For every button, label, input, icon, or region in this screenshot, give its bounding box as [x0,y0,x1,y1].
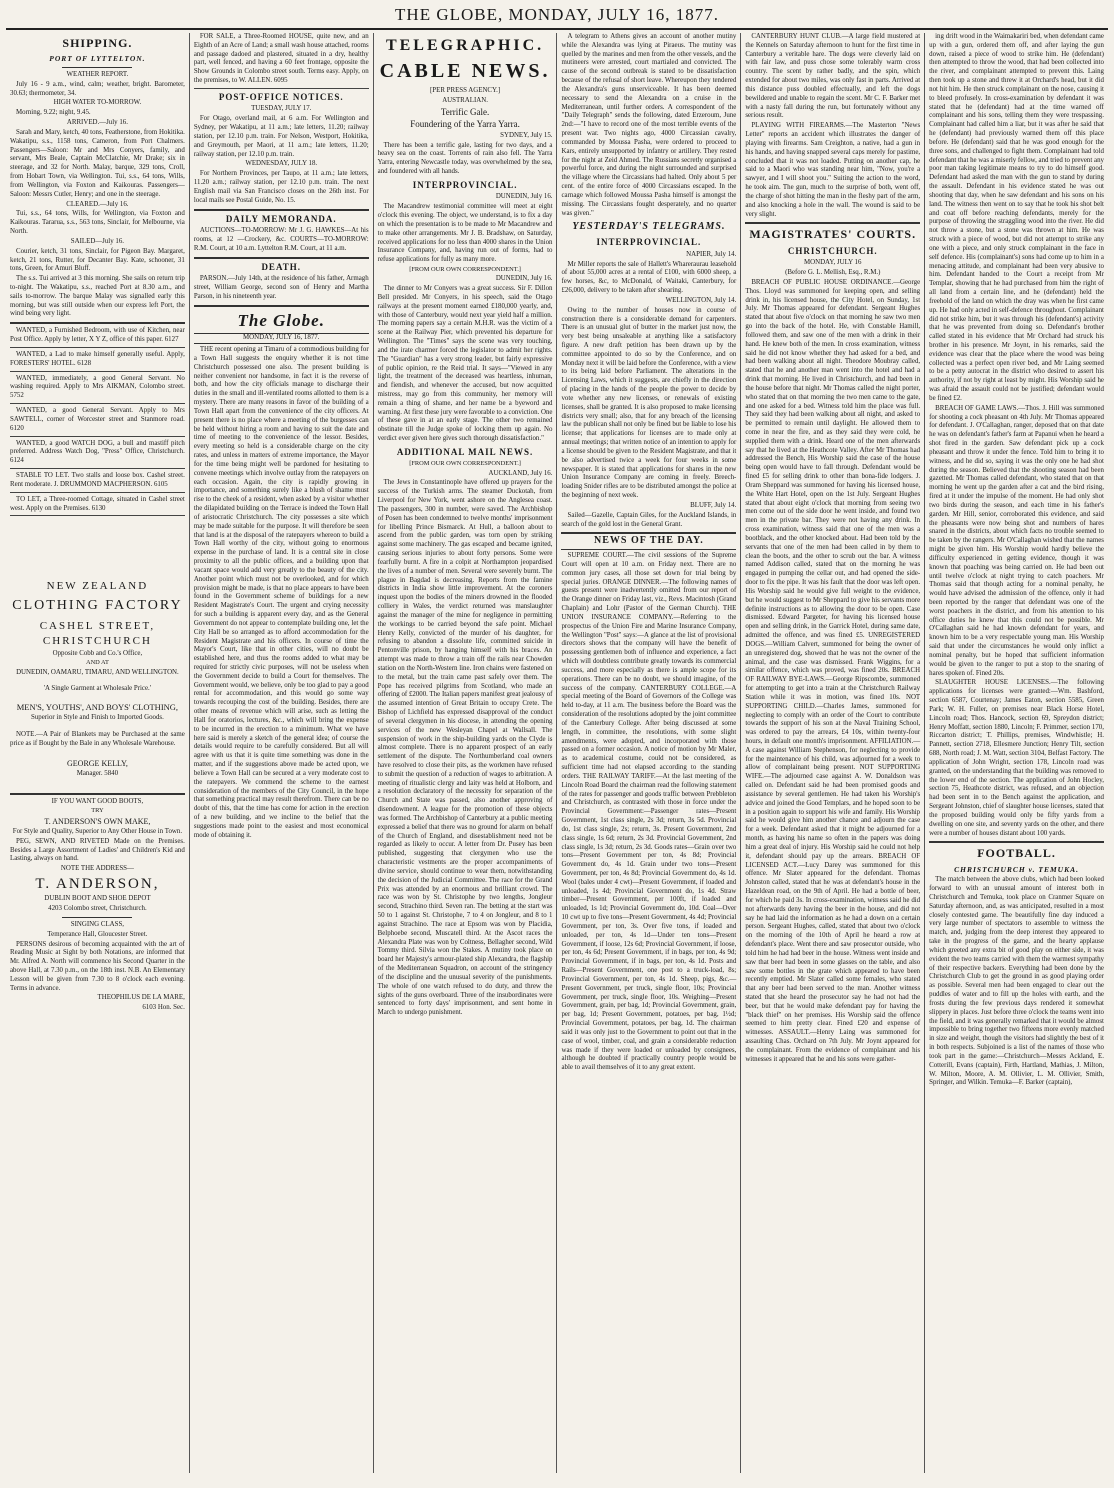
death-text: PARSON.—July 14th, at the residence of his father, Armagh street, William George, second son of Henry and Martha Parson, in his nineteenth year. [193,275,369,300]
court-before: (Before G. L. Mellish, Esq., R.M.) [785,269,881,277]
clothing-towns: DUNEDIN, OAMARU, TIMARU, AND WELLINGTON. [16,668,179,676]
slaughter-text: SLAUGHTER HOUSE LICENSES.—The following applications for licenses were granted:—Wm. Bashford, section 6587, Courtenay; James Eaton, section 5585, Green Park; W. H. Fuller, on premises near Black Horse Hotel, Lincoln road; Thos. Hancock, section 69, Spreydon district; Henry Moffatt, section 1880, Lincoln; F. Primmer, section 170, Riccarton district; T. Phillips, premises, Windwhistle; H. Pannett, section 2718, Ellesmere Junction; Henry Tilt, section 688, North road; J. M. Watt, section 3104, Belfast Factory. The application of John Wright, section 178, Lincoln road was granted, on the understanding that the building was removed to the lower end of the section. The application of John Hocley, section 75, Heathcote district, was refused, and an objection had been sent in to the Bench against the application, and Sergeant Johnston, chief of slaughter house licenses, stated that the proposed building would only be fifty yards from a dwelling on one site, and seventy yards on the other, and there were a number of houses distant about 100 yards. [929,679,1104,837]
shipping-heading: SHIPPING. [62,36,133,50]
singing-secretary: THEOPHILUS DE LA MARE, [97,994,185,1002]
assault-continued: ing drift wood in the Waimakariri bed, when defendant came up with a gun, ordered them off, and after laying the gun down, raised a piece of wood to strike him. He (defendant) then attempted to throw the wood, that had been collected into the river, and complainant attempted to prevent this. Laing then took up a stone and threw it at Orchard's head, but it did not hit him. He then struck complainant on the nose, causing it to bleed profusely. In cross-examination by defendant it was stated that he (defendant) had at the time warned off complainant and his sons, telling them they were trespassing. Complainant had called him a liar, but it was after he said that he (defendant) had previously warned them off this place before. He (defendant) said that he was good enough for the three sons, and challenged to fight them. Complainant had told defendant that he was a miserly fellow, and tried to prevent any poor man taking legitimate means to try to do himself good. Defendant had asked the man with the gun to stand by during the assault. Defendant in his evidence stated he was out shooting that day, when he saw defendant and his sons on his land. The witness then went on to say that he took his shot belt and coat off before reaching defendants, merely for the purpose of throwing the straggling wood into the river. He did not throw a stone, but a stone was thrown at him. He was struck with a piece of wood, but did not attempt to strike any one with a piece, and only struck complainant in the face in self defence. His (complainant's) sons had come up to him in a menacing attitude, and complainant had been very abusive to him. Defendant handed to the Court a receipt from Mr Templar, showing that he had purchased from him the right of all land from a certain line, and he (defendant) held the freehold of the land on which the dray was when he first came up. He had only acted in self-defence throughout. Complainant did not strike him, but it was through his (defendant's) activity that he was prevented from doing so. Defendant's brother called stated in his evidence that Mr Orchard had struck his brother in his presence. Mr Joynt, in his remarks, said the evidence was clear that the place where the wood was being collected was a perfect open river bed, and Mr Laing seemed to be a petty autocrat in the district who desired to assert his authority, if not by right at least by might. His Worship said he was afraid the assault could not be justified; defendant would be fined £2. [929,33,1104,402]
sydney-dateline: SYDNEY, July 15. [500,131,553,139]
clothing-cashel: CASHEL STREET, [39,620,156,633]
divider [194,257,369,259]
column-6 [925,33,1108,1473]
post-office-heading: POST-OFFICE NOTICES. [218,91,344,102]
divider [62,67,132,68]
clothing-christchurch: CHRISTCHURCH [42,635,152,648]
clothing-manager: Manager. 5840 [76,769,119,777]
boots-anderson-own: T. ANDERSON'S OWN MAKE, [44,816,151,826]
singing-heading: SINGING CLASS, [70,920,125,928]
divider [929,841,1104,843]
sailed-text: Courier, ketch, 31 tons, Sinclair, for Pigeon Bay. Margaret, ketch, 21 tons, Rutter, for Decanter Bay. Kate, schooner, 31 tons, Green, for Amuri Bluff. [10,247,185,273]
magistrates-heading: MAGISTRATES' COURTS. [749,227,917,242]
football-heading: FOOTBALL. [977,846,1056,861]
singing-hon-sec: 6103 Hon. Sec. [142,1004,185,1012]
foundering-heading: Foundering of the Yarra Yarra. [410,119,520,130]
correspondent-note-2: [FROM OUR OWN CORRESPONDENT.] [409,460,521,468]
wanted-ad-2: WANTED, a Lad to make himself generally useful. Apply, FORESTERS' HOTEL. 6128 [10,351,185,372]
clothing-opposite: Opposite Cobb and Co.'s Office, [52,649,143,657]
napier-dateline: NAPIER, July 14. [686,250,737,258]
christchurch-heading: CHRISTCHURCH. [787,245,878,256]
boots-depot: DUBLIN BOOT AND SHOE DEPOT [44,895,151,903]
bluff-dateline: BLUFF, July 14. [690,501,737,509]
divider [194,209,369,211]
divider [10,793,185,795]
gale-heading: Terrific Gale. [440,106,490,117]
dunedin-dateline: DUNEDIN, July 16. [495,193,553,201]
clothing-superior: Superior in Style and Finish to Imported Goods. [30,714,164,722]
memoranda-text: AUCTIONS—TO-MORROW: Mr J. G. HAWKES—At his rooms, at 12 —Crockery, &c. COURTS—TO-MORROW: R.M. Court, at 10 a.m. Lyttelton R.M. Court, at 11 a.m. [193,227,369,252]
memoranda-heading: DAILY MEMORANDA. [225,213,337,224]
clothing-single: 'A Single Garment at Wholesale Price.' [43,685,152,693]
napier-text: Mr Miller reports the sale of Hallett's Whareraurau leasehold of about 55,000 acres at a rental of £100, with 6000 sheep, a few horses, &c, to McDonald, of Waitaki, Canterbury, for £26,000, delivery to be taken after shearing. [561,260,737,295]
cleared-text: Tui, s.s., 64 tons, Wills, for Wellington, via Foxton and Kaikouras. Tararua, s.s., 563 tons, Sinclair, for Melbourne, via North. [10,210,185,236]
globe-title: The Globe. [237,310,325,330]
tide-heading: HIGH WATER TO-MORROW. [53,99,142,107]
tide-text: Morning, 9.22; night, 9.45. [16,109,91,117]
port-heading: PORT OF LYTTELTON. [49,54,146,64]
post-tuesday-text: For Otago, overland mail, at 6 a.m. For Wellington and Sydney, per Wakatipu, at 11 a.m.; late letters, 11.20; railway station, per 12.10 p.m. train. For Nelson, Westport, Hokitika, and Greymouth, per Maori, at 11 a.m.; late letters, 11.20; railway station, per 12.10 p.m. train. [193,115,369,158]
column-3 [374,33,558,1473]
wellington-dateline: WELLINGTON, July 14. [665,296,737,304]
interprovincial-text: The Macandrew testimonial committee will meet at eight o'clock this evening. The object, we understand, is to fix a day on which the presentation is to be made to Mr Macandrew and to make other arrangements. Mr J. B. Bradshaw, on Saturday, received applications for no less than 4000 shares in the Union Insurance Company, and, having run out of forms, had to refuse applications for fully as many more. [377,203,553,264]
clothing-andat: AND AT [85,659,109,667]
boots-try: TRY [91,807,104,815]
masthead-rule [6,28,1108,30]
tolet-ad: TO LET, a Three-roomed Cottage, situated in Cashel street west. Apply on the Premises. 6130 [10,496,185,517]
masthead: THE GLOBE, MONDAY, JULY 16, 1877. [395,5,719,24]
wanted-ad-1: WANTED, a Furnished Bedroom, with use of Kitchen, near Post Office. Apply by letter, X Y Z, office of this paper. 6127 [10,327,185,348]
weather-heading: WEATHER REPORT. [66,70,129,78]
cable-news-heading: CABLE NEWS. [379,60,551,83]
clothing-factory-title: CLOTHING FACTORY [12,598,183,614]
boots-anderson: T. ANDERSON, [35,876,160,893]
singing-text: PERSONS desirous of becoming acquainted with the art of Reading Music at Sight by both Notations, are informed that Mr. Alfred A. North will commence his Second Quarter in the above Hall, at 7.30 p.m., on the 18th inst. N.B. An Elementary Lesson will be given from 7.30 to 8 o'clock each evening. Terms in advance. [10,940,185,992]
hunt-club-text: CANTERBURY HUNT CLUB.—A large field mustered at the Kennels on Saturday afternoon to hunt for the first time in Canterbury a veritable hare. The dogs were cleverly laid on with fair law, and puss chose some tolerably warm cross country. The scent by rather badly, and the spin, which extended for about two miles, was only fast in parts. Arrived at this distance puss doubled effectually, and left the dogs bewildered and unable to regain the scent. Mr C. F. Barker met with a nasty fall during the run, but fortunately without any serious result. [745,33,921,120]
interprovincial-heading-2: INTERPROVINCIAL. [596,237,702,248]
court-date: MONDAY, JULY 16 [804,259,862,267]
gale-text: There has been a terrific gale, lasting for two days, and a heavy sea on the coast. Torrents of rain also fell. The Yarra Yarra, entering Newcastle today, was overwhelmed by the sea, and foundered with all hands. [377,141,553,176]
column-1 [6,33,190,1473]
yesterday-heading: YESTERDAY'S TELEGRAMS. [572,221,726,233]
column-4 [557,33,741,1473]
boots-style: For Style and Quality, Superior to Any Other House in Town. [12,827,183,835]
telegraphic-heading: TELEGRAPHIC. [385,37,545,54]
court-text: BREACH OF PUBLIC HOUSE ORDINANCE.—George Thos. Lloyd was summoned for keeping open, and selling drink in, his licensed house, the City Hotel, on Sunday, 1st July. Mr Thomas appeared for defendant. Sergeant Hughes stated that about five o'clock on that morning he saw two men go into the back of the hotel. He, with Constable Hamill, followed them, and saw one of the men with a drink in their hand. He knew both of the men. In cross examination, witness said he did not know whether they had asked for a bed, and had been walking about all night. Theodore Moubray called, stated that he and another man went into the hotel and had a drink that morning. He lived in Christchurch, and had been in the house before that night. Mr Thomas called the night porter, who stated that on that morning the two men came to the gate, and one asked for a bed. Witness told him the place was full. They said they had been walking about all night, and asked to be permitted to remain until daylight. He allowed them to come in near the fire, and as they said they were cold, he supplied them with a drink. Heard one of the men afterwards say that he lived at the Heathcote Valley. After Mr Thomas had addressed the Bench, His Worship said the case of the house being open would have to fall through. Defendant would be fined £5 for selling drink to other than bona-fide lodgers. J. Oram Sheppard was summoned for having his licensed house, the White Hart Hotel, open on the 1st July. Sergeant Hughes stated that about eight o'clock that morning from seeing two men come out of the side door he went inside, and found two men in the private bar. They were not having any drink. In cross examination, witness said that one of the men was a bootblack, and the other knocked about. Had been told by the servants that one of the men had been called in by them to clean the boots, and the other to scrub out the bar. A witness named Addison called, stated that on the morning he was engaged in pumping the cellar out, and had opened the side-door to fix the pipe. It was his fault that the door was left open. His Worship said he would give full weight to the evidence, but he would suggest to Mr Sheppard to give his servants more definite instructions as to allowing the door to be open. Case dismissed. Edward Pargeter, for having his licensed house open and selling drink, in the Garrick Hotel, during same date, admitted the offence, and was fined £5. UNREGISTERED DOGS.—William Calvert, summoned for being the owner of an unregistered dog, showed that he was not the owner of the animal, and the case was dismissed. Frank Wiggins, for a similar offence, which was proved, was fined 20s. BREACH OF RAILWAY BYE-LAWS.—George Ripscombe, summoned for attempting to get into a train at the Christchurch Railway Station while it was in motion, was fined 10s. NOT SUPPORTING CHILD.—Charles James, summoned for neglecting to comply with an order of the Court to contribute towards the support of his son at the Naval Training School, was ordered to pay the arrears, £4 10s, within twenty-four hours, in default one month's imprisonment. AFFILIATION.—A case against William Stephenson, for neglecting to provide for the maintenance of his child, was adjourned for a week to allow of complainant being present. NOT SUPPORTING WIFE.—The adjourned case against A. W. Donaldson was called on. Defendant said he had been promised goods and assistance by several gentlemen. He had taken his Worship's advice and joined the Good Templars, and he hoped soon to be in a position again to support his wife and family. His Worship said he would give him another chance and adjourn the case for a week. Defendant asked that it might be adjourned for a month, as having his name so often in the papers was doing him a great deal of injury. His Worship said he could not help it, defendant should pay up the arrears. BREACH OF LICENSED ACT.—Lucy Darey was summoned for this offence. Mr Slater appeared for the defendant. Thomas Johnston called, stated that he was at defendant's house in the Hazeldean road, on the 9th of April. He had a bottle of beer, for which he paid 3s. In cross-examination, witness said he did not afterwards deny having the beer in the house, and did not say he had laid the information as he had a down on a certain person. Sergeant Hughes, called, stated that about two o'clock on the morning of the 10th of April he heard a row at defendant's place. Went there and saw prosecutor outside, who told him he had had beer in the house. Witness went inside and saw that beer had been in some glasses on the table, and also saw some bottles in the grate which appeared to have been recently emptied. Mr Slater called some females, who stated that any beer had been served to the man. Another witness stated that she heard the prosecutor say he had not had the beer, but that he would make defendant pay for having the "black thief" on her premises. His Worship said the offence seemed to him pretty clear. Fined £20 and expense of witnesses. ASSAULT.—Henry Laing was summoned for assaulting Chas. Orchard on 7th July. Mr Joynt appeared for the complainant. From the evidence of complainant and his witnesses it appeared that he and his sons were gather- [745,278,921,1063]
divider [10,322,185,324]
divider [194,305,369,307]
news-of-day-heading: NEWS OF THE DAY. [561,532,736,550]
auckland-dateline: AUCKLAND, July 16. [488,469,553,477]
game-laws-text: BREACH OF GAME LAWS.—Thos. J. Hill was summoned for shooting a cock pheasant on 4th July. Mr Thomas appeared for defendant. J. O'Callaghan, ranger, deposed that on that date he was on defendant's father's farm at Papanui when he heard a shot fired in the garden. Saw defendant pick up a cock pheasant and throw it under the fence. Told him to bring it to witness, and he did so, saying it was the only one he had shot during the season. Believed that the shooting season had been gazetted. Mr Thomas called defendant, who stated that on that morning he went up the garden after a cat and the bird rising, fired at it under the impulse of the moment. He had only shot two birds during the season, and each time in his father's garden. Mr Hill, senior, corroborated this evidence, and said the pheasants were now being shot and numbers of hares snared in the districts, about which facts no trouble seemed to be taken by the rangers. Mr O'Callaghan wished that the names might be given him. His Worship would hardly believe the difficulty experienced in getting evidence, though it was known that poaching was being carried on. He had been out until twelve o'clock at night trying to catch poachers. Mr Thomas said that though acting for a nominal penalty, he would have advised the admission of the offence, only it had been reported by the ranger that defendant was one of the worst poachers in the district, and from his attention to his office duties he knew that this could not be possible. Mr O'Callaghan said he had known defendant for years, and known him to be a very respectable young man. His Worship said that under the circumstances he would only inflict a nominal penalty, but he hoped that sufficient information would be given to the ranger to put a stop to the snaring of hares spoken of. Fined 20s. [929,404,1104,677]
clothing-mens: MEN'S, YOUTHS', AND BOYS' CLOTHING, [16,702,179,713]
arrived-text: Sarah and Mary, ketch, 40 tons, Featherstone, from Hokitika. Wakatipu, s.s., 1158 tons, Cameron, from Port Chalmers. Passengers—Saloon: Mr and Mrs Conyers, family, and servant, Mrs Beale, Captain McClatchie, Mr Drake; six in steerage, and 32 for North. Malay, barque, 329 tons, Croll, from Hobart Town, via Wellington. Tui, s.s., 64 tons, Wills, from Wellington, via Foxton and Kaikouras. Passengers—Saloon: Messrs Cutler, Henry; and one in the steerage. [10,128,185,198]
forsale-ad: FOR SALE, a Three-Roomed HOUSE, quite new, and an Eighth of an Acre of Land; a small wash house attached, rooms and passage dadoed and plastered, situated in a dry, healthy part, well fenced, and having a 60 feet frontage, opposite the Show Grounds in Colombo street south. Terms easy. Apply, on the premises, to W. ALLEN. 6095 [194,33,369,89]
death-heading: DEATH. [261,261,302,272]
post-tuesday: TUESDAY, JULY 17. [251,105,312,113]
wanted-ad-3: WANTED, immediately, a good General Servant. No washing required. Apply to Mrs AIKMAN, Colombo street. 5752 [10,375,185,404]
bluff-text: Sailed—Gazelle, Captain Giles, for the Auckland Islands, in search of the gold lost in the General Grant. [561,511,737,528]
column-2 [190,33,374,1473]
wanted-ad-5: WANTED, a good WATCH DOG, a bull and mastiff pitch preferred. Address Watch Dog, "Press" Office, Christchurch. 6124 [10,440,185,469]
columns [6,33,1108,1473]
spacer [10,519,185,579]
boots-colombo: 4203 Colombo street, Christchurch. [48,905,147,913]
clothing-kelly: GEORGE KELLY, [67,758,128,768]
match-heading: CHRISTCHURCH v. TEMUKA. [954,864,1079,874]
firearms-text: PLAYING WITH FIREARMS.—The Masterton "News Letter" reports an accident which illustrates the danger of playing with firearms. Sam Creighton, a native, had a gun in his hands, and having snapped several caps merely for pastime, concluded that it was not loaded. Putting on another cap, he said to a Maori who was standing near him, "Now, you're a sawyer, and I will shoot you." Suiting the action to the word, he took aim. The gun, much to the surprise of both, went off, the charge of shot hitting the man in the fleshy part of the arm, and also knocking a hole in the wall. The wound is said to be very slight. [745,122,921,218]
column-5 [741,33,925,1473]
mutiny-text: A telegram to Athens gives an account of another mutiny while the Alexandra was lying at Piraeus. The mutiny was quelled by the marines and men from the other vessels, and the mutineers were arrested, court martialed and convicted. The cause of the second outbreak is stated to be dissatisfaction because of the refusal of short leave. Whereupon they tendered the Alexandra's guns unserviceable. It has been deemed necessary to send the Alexandra on a cruise in the Mediterranean, until further orders. A correspondent of the "Daily Telegraph" sends the following, dated Erzeroum, June 2nd:—"I have to record one of the most terrible events of the present war. Two nights ago, 4000 Circassian cavalry, commanded by Moussa Pasha, were ordered to proceed to Kars, entirely unsupported by infantry or artillery. They rested for the night at Zeid Ahmed. The Russians secretly organised a powerful force, and during the night surrounded and surprised the village where the Circassians had halted. Only about 5 per cent. of the entire force of 4000 Circassians escaped. In the carnage which followed Moussa Pasha himself is amongst the missing. The Circassians fought desperately, and no quarter was given." [561,33,737,217]
clothing-nz: NEW ZEALAND [46,580,149,593]
arrived-heading: ARRIVED.—July 16. [66,119,128,127]
press-agency: [PER PRESS AGENCY.] [430,87,501,95]
post-wednesday: WEDNESDAY, JULY 18. [245,160,318,168]
australian-heading: AUSTRALIAN. [442,96,488,104]
leader-article: THE recent opening at Timaru of a commodious building for a Town Hall suggests the enquiry whether it is not time Christchurch possessed one also. The present building is neither convenient nor handsome, in fact it is the reverse of both, and how the city officials manage to discharge their duties in the small and ill-ventilated rooms allotted to them is a mystery. There are many reasons in favor of the building of a Town Hall apart from the convenience of the city officers. At present there is no place where a meeting of the burgesses can be held without hiring a room and having to suit the date and time of meeting to the convenience of the lessor. Besides, every meeting so held is a considerable charge on the city rates, and unless in matters of extreme importance, the Mayor for the time being might well be pardoned for hesitating to convene meetings which involve outlay from the ratepayers on each occasion. Again, the city is rapidly growing in importance, and something surely like a blush of shame must rise to the cheek of a resident, when asked by a visitor whether the dilapidated building on the Terrace is indeed the Town Hall of aristocratic Christchurch. The city possesses a site which may be made suitable for the purpose. It will therefore be seen that land is at the disposal of the ratepayers whereon to build a Town Hall worthy of the city, without going to enormous expense in the purchase of land. It is a central site in close proximity to all the public offices, and a building upon that vacant space would add very greatly to the beauty of the city. Another point which must not be overlooked, and for which provision might be made, is that no place appears to have been found in the Government scheme of buildings for a new Resident Magistrate's Court. The urgent and crying necessity for such a building is apparent every day, and as the General Government do not appear to contemplate building one, let the City Hall be so arranged as to afford accommodation for the Resident Magistrate and his officers. In course of time the Mayor's Court, like that in other cities, will no doubt be established here, and thus the rooms added to what may be required for strictly civic purposes, will not be useless when the Government decide to build a Court for themselves. The Government would, we believe, only be too glad to pay a good rental for accommodation, and this would go some way towards recouping the cost of the building. Besides, there are other means of revenue which will arise, such as letting the Hall for oratorios, lectures, &c., which will bring the expense to be incurred in the erection to a minimum. What we have here said is merely a sketch of the general idea; of course the details would require to be carefully considered. But all will agree with us that it is quite time something was done in the matter, and if the suggestions above made be acted upon, we believe a Town Hall can be secured at a very moderate cost to the ratepayers. We commend the scheme to the earnest consideration of the members of the City Council, in the hope that something practical may result therefrom. There can be no doubt of this, that the time has come for action in the erection of a new building, and we incline to the belief that the suggestions made point to the easiest and most economical mode of obtaining it. [193,346,369,839]
wellington-text: Owing to the number of houses now in course of construction there is a considerable demand for carpenters. There is an unusual glut of butter in the market just now, the very best being unsaleable at anything like a satisfactory figure. A new draft petition has been drawn up by the committee appointed to do so by the Conference, and on Monday next it will be laid before the Conference, with a view to its being laid before Parliament. The alterations in the Licensing Laws, which it suggests, are chiefly in the direction of placing in the hands of the people the power to decide by vote whether any new licenses, or renewals of existing licenses, shall be granted. It is also proposed to make licensing districts very small; also, that for any breach of the licensing law the publican shall not only be fined but be liable to lose his license; that applications for licenses are to made only at annual meetings; that written notice of an intention to apply for a license should be given to the Resident Magistrate, and that it be also advertised twice a week for four weeks in some newspaper. It is stated that applications for shares in the new Union Insurance Company are coming in freely. Breech-loading Snider rifles are to be distributed amongst the police at the beginning of next week. [561,306,737,500]
mail-news-heading: ADDITIONAL MAIL NEWS. [396,446,534,457]
divider [62,917,132,918]
dunedin-dateline-2: DUNEDIN, July 16. [495,275,553,283]
mail-news-text: The Jews in Constantinople have offered up prayers for the success of the Turkish arms. The steamer Duckotah, from Liverpool for New York, went ashore on the Anglesea coast. The passengers, 300 in number, were saved. The Archbishop of Posen has been condemned to twelve months' imprisonment for libelling Prince Bismarck. At Hull, a balloon about to ascend from the public garden, was torn open by striking against some machinery. The gas escaped and became ignited, causing serious injuries to about forty persons. Some were fearfully burnt. A fire in a colpit at Northampton jeopardised the lives of a number of men. Several were severely burnt. The plague in Bagdad is decreasing. Reports from the famine districts in India show little improvement. At the coroners inquest upon the bodies of the miners drowned in the flooded colliery in Wales, the verdict returned was manslaughter against the manager of the mine for negligence in permitting the workings to be carried beyond the safe point. Michael Henry Kelly, convicted of the murder of his daughter, for refusing to abandon a dissolute life, committed suicide in Pentonville prison, by hanging himself with his braces. An attempt was made to throw a train off the rails near Chowden station on the North-Western line. Iron chains were fastened on to the metal, but the train came past safely over them. The Pope has received pilgrims from Scotland, who made an offering of £2000. The Italian papers manifest great jealousy of the assumed intention of Great Britain to occupy Crete. The Bishop of Lichfield has expressed disapproval of the conduct of several clergymen in his diocese, in attending the opening services of the new Wesleyan Chapel at Wallsall. The suspension of work in the ship-building yards on the Clyde is almost complete. There is no apparent prospect of an early settlement of the dispute. The Northumberland coal owners have resolved to close their pits, as the workmen have refused to submit the question of a reduction of wages to arbitration. A meeting of ritualistic clergy and laity was held at Holborn, and a resolution declaratory of the necessity for separation of the Church and State was passed, also another approving of disendowment. A league for the promotion of these objects was formed. The Archbishop of Canterbury at a public meeting expressed a belief that there was no ground for alarm on behalf of the Church of England, and disestablishment need not be regarded as likely to occur. A letter from Dr. Pusey has been published, suggesting that clergymen who use the characteristic vestments are the proper accompaniments of divine service, should continue to wear them, notwithstanding the decision of the Judicial Committee. The race for the Grand Prix was attended by an enormous and brilliant crowd. The race was won by St. Christophe by two lengths, Jongleur second, Strachino third. Seven ran. The betting at the start was 50 to 1 against St. Christophe, 7 to 4 on Jongleur, and 8 to 1 against Strachino. The race at Epsom was won by Placidia, Belphoebe second, Muscatell third. At the Ascot races the Alexandra Plate was won by Coltness, Bellagher second, Wild Tommy third. Silvia won the Stakes. A mutiny took place on board her Majesty's armour-plated ship Alexandra, the flagship of the Mediterranean Squadron, on account of the stringency of the discipline and the unusual severity of the punishments. The whole of one watch refused to do duty, and threw the sights of the guns overboard. Three of the insubordinates were sentenced to forty days' imprisonment, and sent home in March to undergo punishment. [377,479,553,1017]
singing-hall: Temperance Hall, Gloucester Street. [47,930,148,938]
boots-address-note: NOTE THE ADDRESS— [60,865,134,873]
shipping-notes: The s.s. Tui arrived at 3 this morning. She sails on return trip to-night. The Wakatipu, s.s., reached Port at 8.30 a.m., and sails to-morrow. The barque Malay was signalled early this morning, but was still outside when our express left Port, the wind being very light. [10,275,185,318]
boots-if: IF YOU WANT GOOD BOOTS, [51,797,144,805]
divider [745,222,920,224]
post-wednesday-text: For Northern Provinces, per Taupo, at 11 a.m.; late letters, 11.20 a.m.; railway station, per 12.10 p.m. train. The next English mail via San Francisco closes on the 26th inst. For local mails see Postal Guide, No. 15. [193,170,369,204]
weather-report: July 16 - 9 a.m., wind, calm; weather, bright. Barometer, 30.63; thermometer, 34. [10,80,185,97]
cleared-heading: CLEARED.—July 16. [66,200,129,208]
boots-pegged: PEG, SEWN, AND RIVETED Made on the Premises. Besides a Large Assortment of Ladies' and Children's Kid and Lasting, always on hand. [10,837,185,863]
correspondent-text: The dinner to Mr Conyers was a great success. Sir F. Dillon Bell presided. Mr Conyers, in his speech, said the Otago railways at the present moment earned £180,000 yearly, and, with those of Canterbury, would next year yield half a million. The morning papers say a certain M.H.R. was the victim of a scene at the Railway Pier, which prevented his departure for Wellington. The "Times" says the scene was very touching, and the irate charmer forced the legislator to admit her rights. The "Guardian" has a very strong leader, but fairly expressive of public opinion, re the Reid trial. It says—"Viewed in any light, the treatment of the deceased was heartless, inhuman, and fiendish, and whenever the accused, but now acquitted mistress, may go from this community, her memory will remain a thing of shame, and her name be a byeword and warning. At first these jury were favorable to a conviction. One of these gave in at an early stage. The other two remained obstinate till the Judge spoke of locking them up again. No verdict ever given here gives such thorough dissatisfaction." [377,285,553,443]
globe-dateline: MONDAY, JULY 16, 1877. [194,333,369,344]
sailed-heading: SAILED—July 16. [70,237,125,245]
clothing-blanket-note: NOTE.—A Pair of Blankets may be Purchased at the same price as if Bought by the Bale in any Wholesale Warehouse. [10,730,185,747]
interprovincial-heading: INTERPROVINCIAL. [412,179,518,190]
stable-ad: STABLE TO LET. Two stalls and loose box. Cashel street. Rent moderate. J. DRUMMOND MACPHERSON. 6105 [10,472,185,493]
correspondent-note: [FROM OUR OWN CORRESPONDENT.] [409,266,521,274]
football-text: The match between the above clubs, which had been looked forward to with an unusual amount of interest both in Christchurch and Temuka, took place on Cranmer Square on Saturday afternoon, and, as was anticipated, resulted in a most closely contested game. The beautifully fine day induced a very large number of spectators to assemble to witness the match, and, judging from the deep interest they appeared to take in the progress of the game, and the hearty applause which greeted any extra bit of good play on either side, it was evident the two teams carried with them the warmest sympathy of their respective backers. Everything had been done by the Christchurch Club to get the ground in as good playing order as possible. Several men had been engaged to clear out the puddles of water and to fill up the holes with earth, and the frosts during the few previous days rendered it somewhat slippery in places. Just before three o'clock the teams went into the field, and it was generally remarked that it would be almost impossible to bring together two fifteens more evenly matched in size and weight, though the visitors had slightly the best of it in both respects. Subjoined is a list of the names of those who took part in the game:—Christchurch—Messrs Ackland, E. Cotterill, Evans (captain), Firth, Hartland, Mathias, J. Milton, W. Milton, Moore, A. M. Ollivier, L. M. Ollivier, Smith, Springer, and Wilkin. Temuka—F. Barker (captain), [929,876,1104,1087]
news-of-day-text: SUPREME COURT.—The civil sessions of the Supreme Court will open at 10 a.m. on Friday next. There are no common jury cases, all those set down for trial being by special juries. ORANGE DINNER.—The following names of guests present were inadvertently omitted from our report of the Orange dinner on Friday last, viz., Revs. Macintosh (Grand Chaplain) and Lohr (Pastor of the German Church). THE UNION INSURANCE COMPANY.—Referring to the prospectus of the Union Fire and Marine Insurance Company, the Wellington "Post" says:—A glance at the list of provisional directors shows that the company will have the benefit of possessing gentlemen both of influence and experience, a fact which will doubtless contribute greatly towards its commercial success, and more especially as there is ample scope for its operations. There can be no doubt, we should imagine, of the success of the company. CANTERBURY COLLEGE.—A special meeting of the Board of Governors of the College was held to-day, at 11 a.m. The business before the Board was the consideration of the resolutions adopted by the joint committee of the Canterbury College. After being discussed at some length, in committee, the resolutions, with some slight amendments, were adopted, and incorporated with those passed on a former occasion. A notice of motion by Mr Maler, as to academical costume, could not be considered, as sufficient time had not elapsed according to the standing orders. THE RAILWAY TARIFF.—At the last meeting of the Lincoln Road Board the chairman read the following statement of the rates for passenger and goods traffic between Prebbleton and Christchurch, as contrasted with those in force under the Provincial Government:—Passenger rates—Present Government, 1st class single, 2s 3d; return, 3s 5d. Provincial do, 1st class single, 2s; return, 3s. Present Government, 2nd class single, 1s 6d; return, 2s 3d. Provincial Government, 2nd class single, 1s 3d; return, 2s 3d. Goods rates—Grain over two tons—Present Government per ton, 4s 8d; Provincial Government do, 4s 1d. Grain under two tons—Present Government, per ton, 4s 8d; Provincial Government do, 4s 1d. Wool (bales under 4 cwt)—Present Government, if loaded and unloaded, 1s 4d; Provincial Government do, 1s 4d. Straw timber—Present Government, per 100ft, if loaded and unloaded, 1s 1d; Provincial Government do, 10d. Coal—Over 10 cwt up to five tons—Present Government, 4s 4d; Provincial Government, per ton, 3s. Over five tons, if loaded and unloaded, per ton, 4s 1d—Under ten tons—Present Government, if loose, 12s 6d; Provincial Government, if loose, per ton, 4s 6d; Present Government, if in bags, per ton, 4s 9d; Provincial Government, if in bags, per ton, 4s 1d. Posts and Rails—Present Government, one post to a truck-load, 8s; Provincial Government, per ton, 4s 1d. Sheep, pigs, &c.—Present Government, per truck, single floor, 10s; Provincial Government, per truck, single floor, 10s. Weighing—Present Government, grain, per bag, 1d; Provincial Government, grain, per bag, 1d; Present Government, potatoes, per bag, 1½d; Provincial Government, potatoes, per bag, 1d. The chairman said it was only just to the Government to point out that in the case of wool, timber, coal, and grain a considerable reduction was made if they were loaded or unloaded by consignees, although he doubted if practically country people would be able to avail themselves of it to any great extent. [561,552,737,1072]
wanted-ad-4: WANTED, a good General Servant. Apply to Mrs SAWTELL, corner of Worcester street and Stanmore road. 6120 [10,407,185,436]
